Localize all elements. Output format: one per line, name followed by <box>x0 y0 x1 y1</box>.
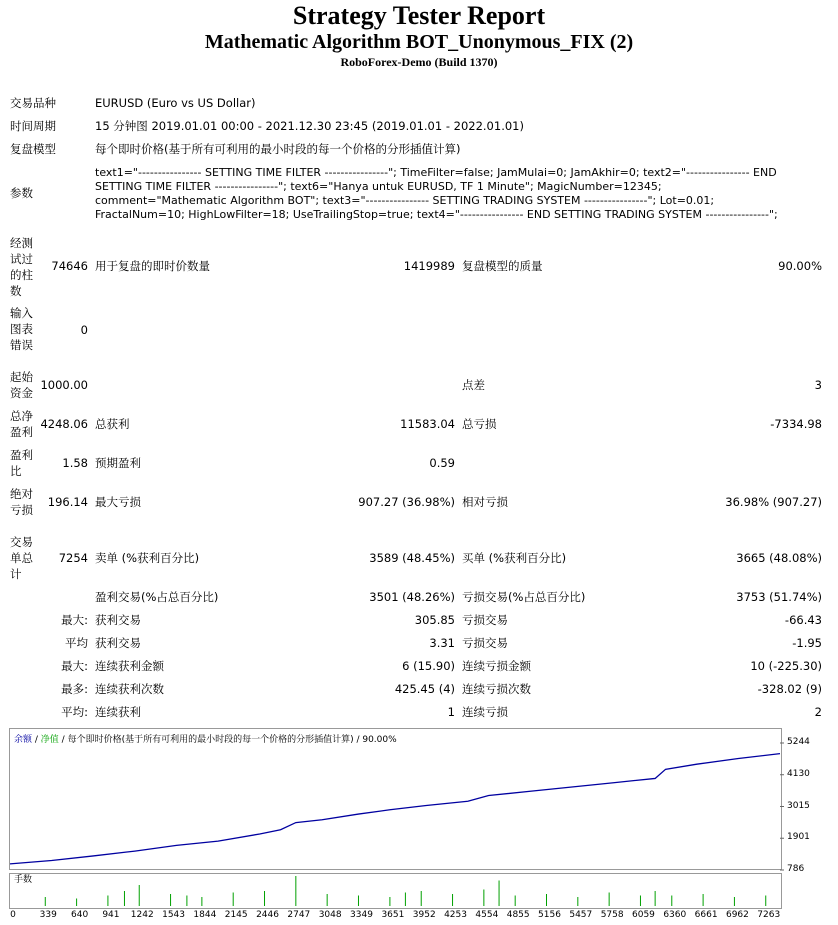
x-tick-label: 640 <box>71 910 89 920</box>
y-tick-label: 786 <box>787 864 805 874</box>
x-tick-label: 0 <box>10 910 16 920</box>
gross-loss-value: -7334.98 <box>770 417 822 431</box>
max2-label: 最大: <box>61 659 88 673</box>
gross-profit-value: 11583.04 <box>400 417 455 431</box>
pf-label: 盈利比 <box>10 448 33 478</box>
cons-loss-amt-value: 10 (-225.30) <box>750 659 822 673</box>
errors-value: 0 <box>80 323 88 337</box>
profit-trades-value: 3501 (48.26%) <box>369 590 455 604</box>
largest-loss-label: 亏损交易 <box>462 613 508 627</box>
legend-equity: 净值 <box>40 735 59 745</box>
x-tick-label: 2747 <box>287 910 311 920</box>
x-tick-label: 2446 <box>256 910 279 920</box>
x-tick-label: 4253 <box>444 910 467 920</box>
legend-sep3: / <box>353 735 363 745</box>
y-tick-label: 3015 <box>787 800 810 811</box>
x-tick-label: 339 <box>39 910 57 920</box>
x-tick-label: 1543 <box>162 910 185 920</box>
x-tick-label: 1242 <box>130 910 154 920</box>
net-value: 4248.06 <box>40 417 88 431</box>
x-tick-label: 4554 <box>475 910 499 920</box>
quality-label: 复盘模型的质量 <box>462 259 543 273</box>
largest-loss-value: -66.43 <box>784 613 822 627</box>
spread-value: 3 <box>814 378 822 392</box>
avg-loss-value: -1.95 <box>792 636 822 650</box>
model-label: 复盘模型 <box>10 142 56 156</box>
deposit-value: 1000.00 <box>40 378 88 392</box>
avg-label: 平均 <box>65 636 88 650</box>
avg2-label: 平均: <box>61 705 88 719</box>
cons-loss-cnt-value: -328.02 (9) <box>757 682 822 696</box>
gross-profit-label: 总获利 <box>95 417 130 431</box>
cons-win-cnt-value: 425.45 (4) <box>394 682 455 696</box>
cons-win-amt-label: 连续获利金额 <box>95 659 164 673</box>
max-label: 最大: <box>61 613 88 627</box>
cons-win-value: 1 <box>447 705 455 719</box>
cons-loss-cnt-label: 连续亏损次数 <box>462 682 531 696</box>
x-tick-label: 4855 <box>506 910 530 920</box>
x-tick-label: 3651 <box>381 910 405 920</box>
symbol-value: EURUSD (Euro vs US Dollar) <box>95 96 256 110</box>
x-tick-label: 1844 <box>193 910 217 920</box>
volume-chart-frame <box>9 873 782 909</box>
avg-loss-label: 亏损交易 <box>462 636 508 650</box>
legend-balance: 余额 <box>14 735 33 745</box>
symbol-label: 交易品种 <box>10 96 56 110</box>
y-tick-label: 4130 <box>787 768 810 779</box>
x-tick-label: 3349 <box>350 910 373 920</box>
x-tick-label: 5457 <box>569 910 593 920</box>
period-value: 15 分钟图 2019.01.01 00:00 - 2021.12.30 23:45 (2019.01.01 - 2022.01.01) <box>95 119 524 133</box>
x-tick-label: 7263 <box>757 910 781 920</box>
x-tick-label: 6962 <box>725 910 749 920</box>
balance-chart-frame <box>9 728 782 870</box>
x-tick-label: 5156 <box>538 910 561 920</box>
net-label: 总净盈利 <box>10 409 33 439</box>
largest-profit-label: 获利交易 <box>95 613 141 627</box>
params-value: text1="---------------- SETTING TIME FILTER ----------------"; TimeFilter=false; JamMulai=0; JamAkhir=0; text2="---------------- END SETTING TIME FILTER ----------------"; text6="Hanya untuk EURUSD, TF 1 Minute"; MagicNumber=12345; comment="Mathematic Algorithm BOT"; text3="---------------- SETTING TRADING SYSTEM ----------------"; Lot=0.01; FractalNum=10; HighLowFilter=18; UseTrailingStop=true; text4="---------------- END SETTING TRADING SYSTEM ----------------"; <box>95 166 778 221</box>
volume-label: 手数 <box>14 875 33 885</box>
avg-profit-value: 3.31 <box>429 636 455 650</box>
x-tick-label: 6059 <box>632 910 655 920</box>
cons-loss-value: 2 <box>814 705 822 719</box>
largest-profit-value: 305.85 <box>414 613 455 627</box>
trades-label: 交易单总计 <box>10 535 33 581</box>
ticks-label: 用于复盘的即时价数量 <box>95 259 210 273</box>
trades-value: 7254 <box>58 551 88 565</box>
long-label: 买单 (%获利百分比) <box>462 551 567 565</box>
bars-label: 经测试过的柱数 <box>10 236 33 298</box>
errors-label: 输入图表错误 <box>10 306 33 352</box>
ticks-value: 1419989 <box>403 259 455 273</box>
cons-loss-label: 连续亏损 <box>462 705 508 719</box>
cons-win-amt-value: 6 (15.90) <box>402 659 455 673</box>
abs-dd-label: 绝对亏损 <box>10 487 33 517</box>
pf-value: 1.58 <box>62 456 88 470</box>
rel-dd-label: 相对亏损 <box>462 495 508 509</box>
model-value: 每个即时价格(基于所有可利用的最小时段的每一个价格的分形插值计算) <box>95 142 461 156</box>
legend-sep1: / <box>32 735 41 745</box>
long-value: 3665 (48.08%) <box>736 551 822 565</box>
report-server: RoboForex-Demo (Build 1370) <box>340 55 498 69</box>
avg-profit-label: 获利交易 <box>95 636 141 650</box>
legend-sep2: / <box>58 735 68 745</box>
chart-legend <box>14 732 397 745</box>
x-tick-label: 6661 <box>694 910 718 920</box>
spread-label: 点差 <box>462 378 485 392</box>
max-dd-label: 最大亏损 <box>95 495 141 509</box>
loss-trades-label: 亏损交易(%占总百分比) <box>462 590 586 604</box>
x-tick-label: 2145 <box>224 910 248 920</box>
max-dd-value: 907.27 (36.98%) <box>358 495 455 509</box>
x-tick-label: 3952 <box>412 910 436 920</box>
bars-value: 74646 <box>51 259 88 273</box>
x-tick-label: 3048 <box>318 910 342 920</box>
legend-quality: 90.00% <box>362 735 397 745</box>
cons-loss-amt-label: 连续亏损金额 <box>462 659 531 673</box>
x-tick-label: 941 <box>102 910 120 920</box>
period-label: 时间周期 <box>10 119 56 133</box>
short-label: 卖单 (%获利百分比) <box>95 551 200 565</box>
cons-win-label: 连续获利 <box>95 705 141 719</box>
most-label: 最多: <box>61 682 88 696</box>
abs-dd-value: 196.14 <box>47 495 88 509</box>
ep-label: 预期盈利 <box>95 456 141 470</box>
deposit-label: 起始资金 <box>10 370 33 400</box>
report-subtitle: Mathematic Algorithm BOT_Unonymous_FIX (2) <box>204 31 634 53</box>
cons-win-cnt-label: 连续获利次数 <box>95 682 164 696</box>
profit-trades-label: 盈利交易(%占总百分比) <box>95 590 219 604</box>
x-tick-label: 6360 <box>663 910 687 920</box>
y-tick-label: 1901 <box>787 832 810 843</box>
ep-value: 0.59 <box>429 456 455 470</box>
y-tick-label: 5244 <box>787 737 810 747</box>
rel-dd-value: 36.98% (907.27) <box>725 495 822 509</box>
quality-value: 90.00% <box>778 259 822 273</box>
gross-loss-label: 总亏损 <box>462 417 497 431</box>
loss-trades-value: 3753 (51.74%) <box>736 590 822 604</box>
x-tick-label: 5758 <box>600 910 624 920</box>
report-title: Strategy Tester Report <box>292 1 546 30</box>
short-value: 3589 (48.45%) <box>369 551 455 565</box>
legend-model: 每个即时价格(基于所有可利用的最小时段的每一个价格的分形插值计算) <box>67 735 354 745</box>
params-label: 参数 <box>10 186 33 200</box>
